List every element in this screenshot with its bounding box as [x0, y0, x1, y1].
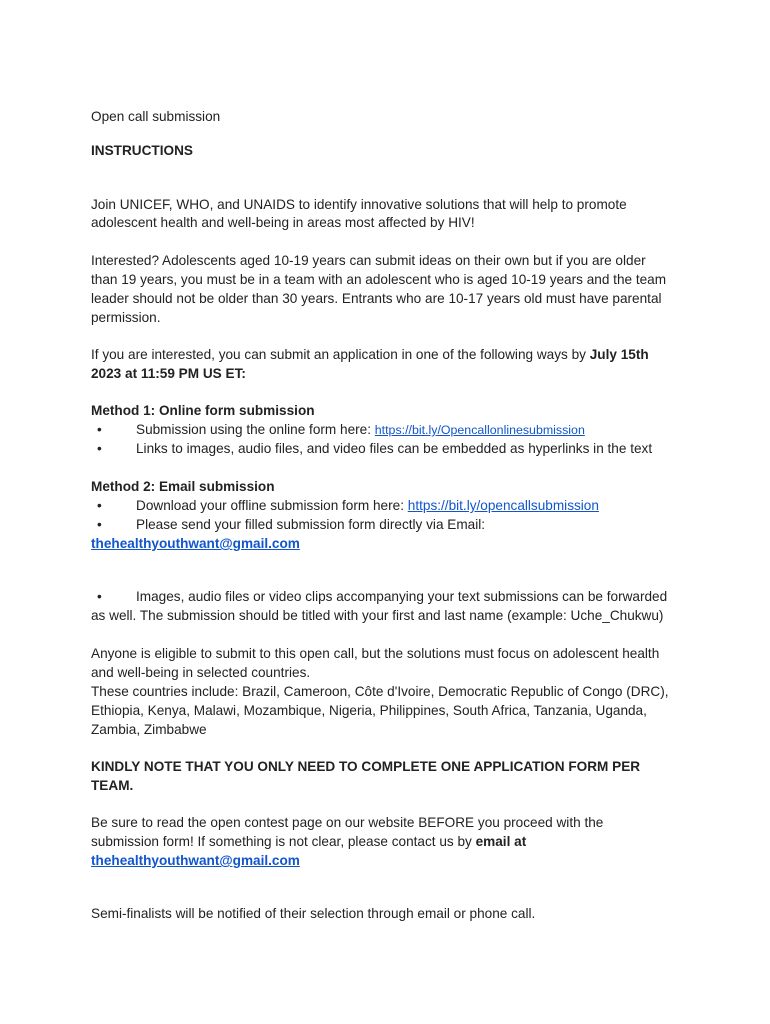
contest-email-label: email at [475, 834, 527, 849]
intro-line-2: adolescent health and well-being in areas most affected by HIV! [91, 215, 475, 230]
eligibility-line-2: and well-being in selected countries. [91, 665, 311, 680]
contest-line-2-text: submission form! If something is not clear, please contact us by [91, 834, 476, 849]
countries-line-3: Zambia, Zimbabwe [91, 722, 207, 737]
method1-heading: Method 1: Online form submission [91, 403, 315, 418]
deadline-text: If you are interested, you can submit an application in one of the following ways by [91, 347, 590, 362]
interested-line-1: Interested? Adolescents aged 10-19 years can submit ideas on their own but if you are older [91, 253, 646, 268]
method1-item-1 [136, 421, 585, 439]
note-line-2: TEAM. [91, 778, 134, 793]
instructions-heading: INSTRUCTIONS [91, 143, 193, 158]
attachments-line-1: Images, audio files or video clips accompanying your text submissions can be forwarded [136, 589, 668, 604]
interested-line-4: permission. [91, 310, 161, 325]
countries-line-2: Ethiopia, Kenya, Malawi, Mozambique, Nigeria, Philippines, South Africa, Tanzania, Uganda, [91, 703, 647, 718]
method2-item-2: Please send your filled submission form directly via Email: [136, 517, 486, 532]
email-link[interactable]: thehealthyouthwant@gmail.com [91, 536, 300, 551]
method1-item-1-text: Submission using the online form here: [136, 422, 375, 437]
intro-line-1: Join UNICEF, WHO, and UNAIDS to identify innovative solutions that will help to promote [91, 197, 627, 212]
deadline-line-2: 2023 at 11:59 PM US ET: [91, 366, 246, 381]
online-form-link[interactable]: https://bit.ly/Opencallonlinesubmission [374, 423, 585, 437]
method2-heading: Method 2: Email submission [91, 479, 275, 494]
note-line-1: KINDLY NOTE THAT YOU ONLY NEED TO COMPLETE ONE APPLICATION FORM PER [91, 759, 641, 774]
contact-email-link[interactable]: thehealthyouthwant@gmail.com [91, 853, 300, 868]
semifinalists-note: Semi-finalists will be notified of their selection through email or phone call. [91, 906, 536, 921]
offline-form-link[interactable]: https://bit.ly/opencallsubmission [407, 498, 599, 513]
deadline-line-1 [91, 346, 649, 364]
eligibility-line-1: Anyone is eligible to submit to this open call, but the solutions must focus on adolescent health [91, 646, 660, 661]
interested-line-2: than 19 years, you must be in a team with an adolescent who is aged 10-19 years and the team [91, 272, 667, 287]
bullet-icon: • [97, 422, 102, 437]
bullet-icon: • [97, 498, 102, 513]
attachments-line-2: as well. The submission should be titled with your first and last name (example: Uche_Chukwu) [91, 608, 664, 623]
method2-item-1 [136, 497, 599, 515]
contest-line-1: Be sure to read the open contest page on our website BEFORE you proceed with the [91, 815, 604, 830]
method2-item-1-text: Download your offline submission form here: [136, 498, 408, 513]
bullet-icon: • [97, 441, 102, 456]
contest-line-2 [91, 833, 526, 851]
document-title: Open call submission [91, 109, 221, 124]
method1-item-2: Links to images, audio files, and video files can be embedded as hyperlinks in the text [136, 441, 653, 456]
bullet-icon: • [97, 589, 102, 604]
interested-line-3: leader should not be older than 30 years. Entrants who are 10-17 years old must have parental [91, 291, 662, 306]
countries-line-1: These countries include: Brazil, Cameroon, Côte d'Ivoire, Democratic Republic of Congo (DRC), [91, 684, 669, 699]
deadline-date: July 15th [589, 347, 649, 362]
bullet-icon: • [97, 517, 102, 532]
